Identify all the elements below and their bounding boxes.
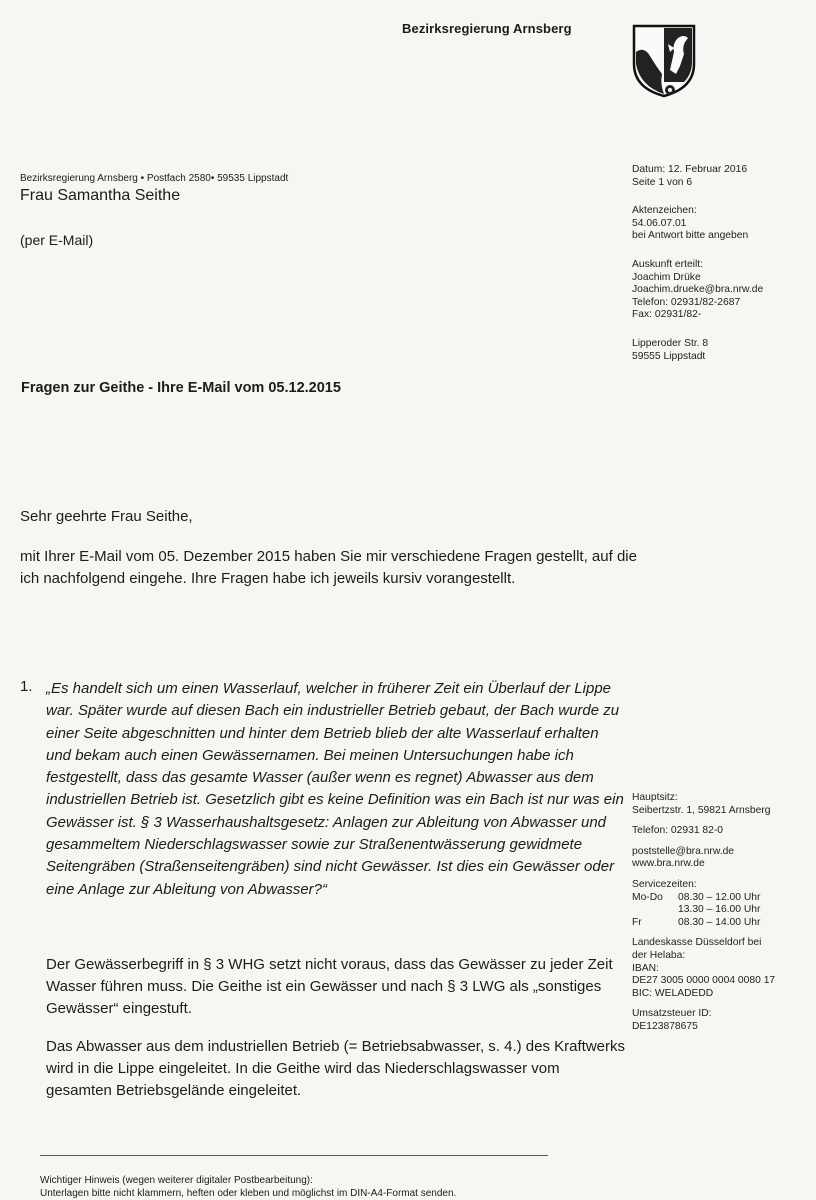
service-hours-row: Mo-Do 08.30 – 12.00 Uhr [632,891,761,903]
answer-paragraph: Das Abwasser aus dem industriellen Betrieb (= Betriebsabwasser, s. 4.) des Kraftwerks wird in die Lippe eingeleitet. In die Geithe wird das Niederschlagswasser vom gesamten Betriebsgelände eingeleitet. [46,1038,626,1099]
iban: DE27 3005 0000 0004 0080 17 [632,975,776,987]
footer-divider [40,1155,548,1156]
page-count: Seite 1 von 6 [632,176,693,188]
letter-subject: Fragen zur Geithe - Ihre E-Mail vom 05.12.2015 [21,380,341,396]
bic: BIC: WELADEDD [632,987,714,999]
question-number: 1. [20,678,33,695]
contact-email: Joachim.drueke@bra.nrw.de [632,284,764,296]
office-street: Lipperoder Str. 8 [632,337,709,349]
footer-notice-text: Unterlagen bitte nicht klammern, heften oder kleben und möglichst im DIN-A4-Format senden. [40,1188,457,1199]
footer-notice [40,1174,456,1200]
recipient-name: Frau Samantha Seithe [20,187,181,204]
hq-label: Hauptsitz: [632,792,678,803]
hq-address: Seibertzstr. 1, 59821 Arnsberg [632,804,771,816]
file-reference: 54.06.07.01 [632,217,687,229]
hq-phone: Telefon: 02931 82-0 [632,825,724,837]
vat-label: Umsatzsteuer ID: [632,1008,712,1020]
intro-paragraph: mit Ihrer E-Mail vom 05. Dezember 2015 haben Sie mir verschiedene Fragen gestellt, auf die ich nachfolgend eingehe. Ihre Fragen habe ich jeweils kursiv vorangestellt. [20,548,637,587]
answer-paragraph: Der Gewässerbegriff in § 3 WHG setzt nicht voraus, dass das Gewässer zu jeder Zeit Wasser führen muss. Die Geithe ist ein Gewässer und nach § 3 LWG als „sonstiges Gewässer“ eingestuft. [46,956,613,1017]
salutation: Sehr geehrte Frau Seithe, [20,508,193,525]
bank-name: Landeskasse Düsseldorf bei [632,937,762,949]
question-text: „Es handelt sich um einen Wasserlauf, welcher in früherer Zeit ein Überlauf der Lippe war. Später wurde auf diesen Bach ein industrieller Betrieb gebaut, der Bach wurde zu einer Seite abgeschnitten und hinter dem Betrieb blieb der alte Wasserlauf erhalten und bekam auch einen Gewässernamen. Bei meinen Untersuchungen habe ich festgestellt, dass das gesamte Wasser (außer wenn es regnet) Abwasser aus dem industriellen Betrieb ist. Gesetzlich gibt es keine Definition was ein Bach ist nur was ein Gewässer ist. § 3 Wasserhaushaltsgesetz: Anlagen zur Ableitung von Abwasser und gesammeltem Niederschlagswasser sowie zur Straßenentwässerung gewidmete Seitengräben (Straßenseitengräben) sind nicht Gewässer. Ist dies ein Gewässer oder eine Anlage zur Ableitung von Abwasser?“ [46,680,624,898]
letter-info-block [632,164,763,363]
file-reference-note: bei Antwort bitte angeben [632,230,749,242]
contact-label: Auskunft erteilt: [632,258,703,270]
letter-date: Datum: 12. Februar 2016 [632,164,748,175]
bank-name-continued: der Helaba: [632,949,686,961]
recipient-delivery: (per E-Mail) [20,232,94,248]
headquarters-info-block [632,792,775,1034]
organization-name: Bezirksregierung Arnsberg [402,21,572,36]
nrw-coat-of-arms-icon [630,22,698,98]
contact-name: Joachim Drüke [632,271,701,283]
file-reference-label: Aktenzeichen: [632,205,697,217]
vat-id: DE123878675 [632,1020,698,1032]
hq-website: www.bra.nrw.de [632,858,705,870]
iban-label: IBAN: [632,962,659,974]
footer-notice-title: Wichtiger Hinweis (wegen weiterer digitaler Postbearbeitung): [40,1175,313,1186]
office-city: 59555 Lippstadt [632,350,706,362]
contact-fax: Fax: 02931/82- [632,309,702,321]
contact-phone: Telefon: 02931/82-2687 [632,296,741,308]
service-hours-row: 13.30 – 16.00 Uhr [678,904,761,916]
hq-email: poststelle@bra.nrw.de [632,845,735,857]
sender-address-line: Bezirksregierung Arnsberg • Postfach 2580• 59535 Lippstadt [20,173,289,184]
service-hours-label: Servicezeiten: [632,878,697,890]
service-hours-row: Fr 08.30 – 14.00 Uhr [632,916,761,928]
